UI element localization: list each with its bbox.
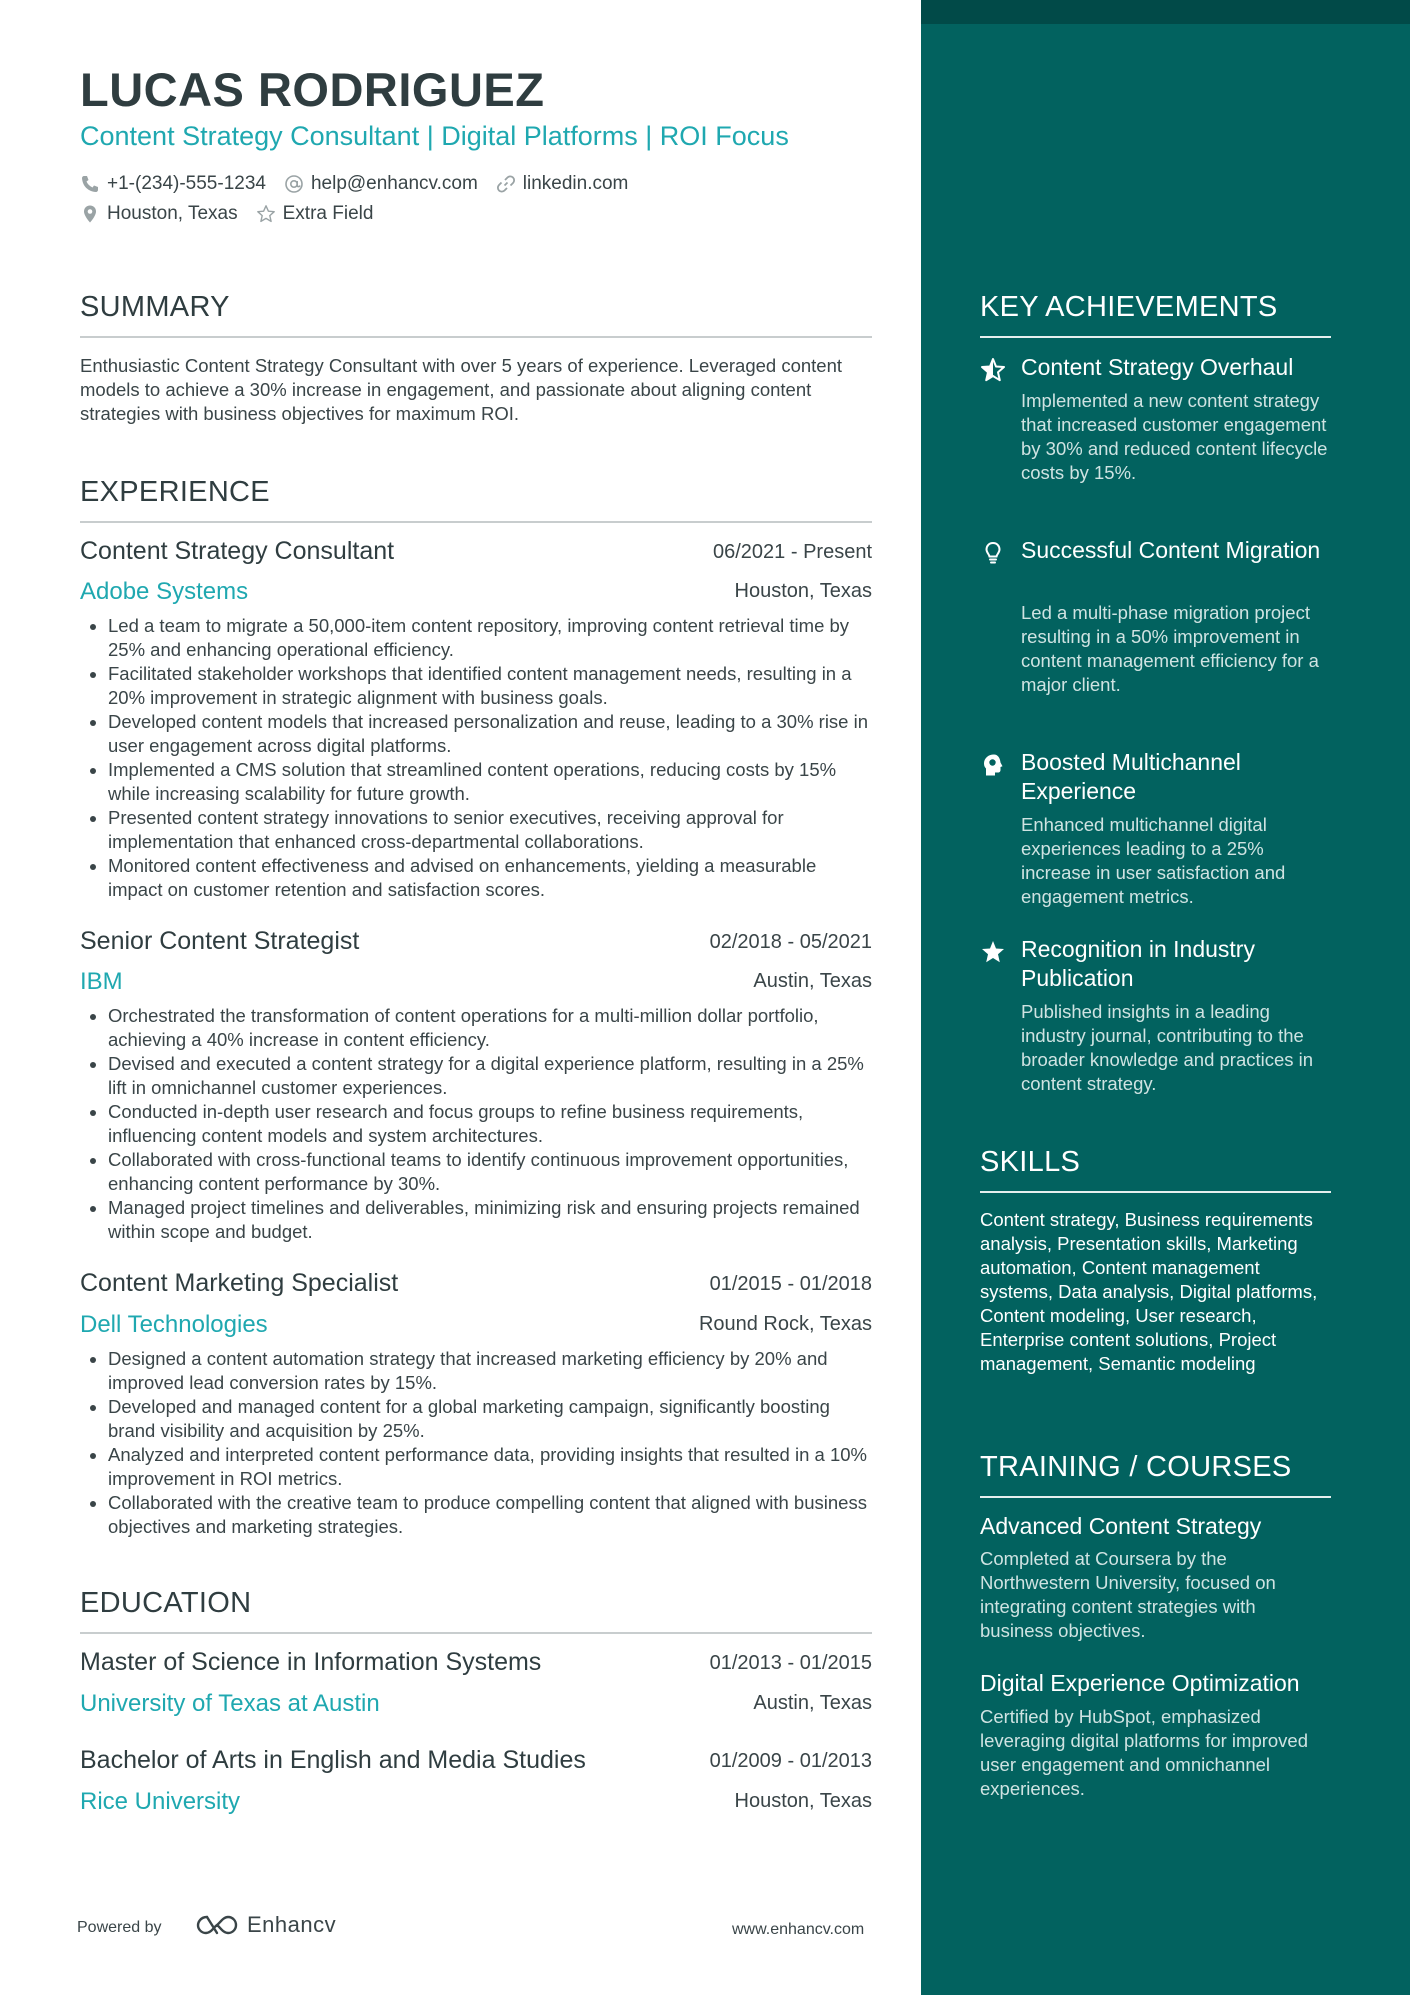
job-bullets — [80, 614, 872, 902]
candidate-name: LUCAS RODRIGUEZ — [80, 63, 545, 116]
job-company[interactable]: Dell Technologies — [80, 1311, 268, 1338]
achievement-title: Boosted Multichannel Experience — [1021, 749, 1241, 804]
job-date: 01/2015 - 01/2018 — [709, 1273, 872, 1295]
headline: Content Strategy Consultant | Digital Platforms | ROI Focus — [80, 121, 789, 151]
achievement-desc: Published insights in a leading industry journal, contributing to the broader knowledge and practices in content strategy. — [1021, 1001, 1314, 1094]
bullet-item: Devised and executed a content strategy for a digital experience platform, resulting in a 25% lift in omnichannel customer experiences. — [108, 1052, 872, 1100]
bullet-item: Monitored content effectiveness and advised on enhancements, yielding a measurable impact on customer retention and satisfaction scores. — [108, 854, 872, 902]
star-outline-icon — [256, 204, 276, 224]
bullet-item: Collaborated with the creative team to produce compelling content that aligned with business objectives and marketing strategies. — [108, 1491, 872, 1539]
job-title: Content Strategy Consultant — [80, 537, 395, 565]
bullet-item: Collaborated with cross-functional teams to identify continuous improvement opportunities, enhancing content performance by 30%. — [108, 1148, 872, 1196]
course-title: Advanced Content Strategy — [980, 1513, 1262, 1539]
job-title: Senior Content Strategist — [80, 927, 360, 955]
link-icon — [496, 174, 516, 194]
sidebar-top-band — [921, 0, 1410, 24]
degree-title: Bachelor of Arts in English and Media Studies — [80, 1746, 586, 1774]
contact-row-2 — [80, 203, 391, 225]
bullet-item: Developed content models that increased personalization and reuse, leading to a 30% rise in user engagement across digital platforms. — [108, 710, 872, 758]
experience-heading: EXPERIENCE — [80, 476, 872, 523]
school-location: Houston, Texas — [734, 1790, 872, 1812]
star-half-icon — [980, 357, 1006, 383]
achievement-title: Recognition in Industry Publication — [1021, 936, 1255, 991]
bullet-item: Led a team to migrate a 50,000-item content repository, improving content retrieval time by 25% and enhancing operational efficiency. — [108, 614, 872, 662]
head-idea-icon — [980, 752, 1006, 778]
enhancv-logo-icon — [195, 1913, 239, 1937]
contact-email[interactable] — [284, 173, 478, 195]
enhancv-logo[interactable] — [195, 1912, 336, 1938]
contact-extra — [256, 203, 374, 225]
location-text: Houston, Texas — [107, 203, 238, 224]
skills-heading: SKILLS — [980, 1146, 1331, 1193]
education-heading: EDUCATION — [80, 1587, 872, 1634]
bullet-item: Presented content strategy innovations to senior executives, receiving approval for implementation that enhanced cross-departmental collaborations. — [108, 806, 872, 854]
course-desc: Completed at Coursera by the Northwestern University, focused on integrating content strategies with business objectives. — [980, 1548, 1276, 1641]
bullet-item: Facilitated stakeholder workshops that identified content management needs, resulting in a 20% improvement in strategic alignment with business goals. — [108, 662, 872, 710]
job-bullets — [80, 1004, 872, 1244]
at-icon — [284, 174, 304, 194]
linkedin-text: linkedin.com — [522, 173, 629, 194]
phone-text: +1-(234)-555-1234 — [107, 173, 266, 194]
job-location: Round Rock, Texas — [698, 1313, 872, 1335]
achievement-title: Content Strategy Overhaul — [1021, 354, 1294, 380]
contact-location — [80, 203, 238, 225]
degree-date: 01/2009 - 01/2013 — [709, 1750, 872, 1772]
star-icon — [980, 939, 1006, 965]
achievement-title: Successful Content Migration — [1021, 537, 1321, 563]
phone-icon — [80, 174, 100, 194]
contact-phone[interactable] — [80, 173, 266, 195]
powered-by-label: Powered by — [77, 1919, 162, 1936]
bullet-item: Developed and managed content for a global marketing campaign, significantly boosting brand visibility and acquisition by 25%. — [108, 1395, 872, 1443]
job-bullets — [80, 1347, 872, 1539]
job-location: Houston, Texas — [734, 580, 872, 602]
job-title: Content Marketing Specialist — [80, 1269, 399, 1297]
course-title: Digital Experience Optimization — [980, 1670, 1300, 1696]
bullet-item: Designed a content automation strategy that increased marketing efficiency by 20% and improved lead conversion rates by 15%. — [108, 1347, 872, 1395]
job-date: 06/2021 - Present — [713, 541, 872, 563]
skills-text: Content strategy, Business requirements analysis, Presentation skills, Marketing automation, Content management systems, Data analysis, Digital platforms, Content modeling, User research, Enterprise content solutions, Project management, Semantic modeling — [980, 1209, 1318, 1374]
footer-url[interactable]: www.enhancv.com — [732, 1921, 865, 1938]
job-location: Austin, Texas — [753, 970, 872, 992]
achievements-heading: KEY ACHIEVEMENTS — [980, 291, 1331, 338]
email-text: help@enhancv.com — [310, 173, 478, 194]
summary-heading: SUMMARY — [80, 291, 872, 338]
sidebar — [921, 0, 1410, 1995]
job-company[interactable]: IBM — [80, 968, 123, 995]
achievement-desc: Implemented a new content strategy that increased customer engagement by 30% and reduced content lifecycle costs by 15%. — [1021, 390, 1328, 483]
extra-field-text: Extra Field — [282, 203, 374, 224]
school-name[interactable]: Rice University — [80, 1788, 241, 1815]
bullet-item: Orchestrated the transformation of content operations for a multi-million dollar portfolio, achieving a 40% increase in content efficiency. — [108, 1004, 872, 1052]
bullet-item: Conducted in-depth user research and focus groups to refine business requirements, influencing content models and system architectures. — [108, 1100, 872, 1148]
location-pin-icon — [80, 204, 100, 224]
school-name[interactable]: University of Texas at Austin — [80, 1690, 380, 1717]
bullet-item: Implemented a CMS solution that streamlined content operations, reducing costs by 15% while increasing scalability for future growth. — [108, 758, 872, 806]
lightbulb-icon — [980, 540, 1006, 566]
contact-linkedin[interactable] — [496, 173, 629, 195]
bullet-item: Analyzed and interpreted content performance data, providing insights that resulted in a 10% improvement in ROI metrics. — [108, 1443, 872, 1491]
degree-title: Master of Science in Information Systems — [80, 1648, 542, 1676]
training-heading: TRAINING / COURSES — [980, 1451, 1331, 1498]
course-desc: Certified by HubSpot, emphasized leveraging digital platforms for improved user engagement and omnichannel experiences. — [980, 1706, 1309, 1799]
degree-date: 01/2013 - 01/2015 — [709, 1652, 872, 1674]
job-company[interactable]: Adobe Systems — [80, 578, 249, 605]
achievement-desc: Led a multi-phase migration project resulting in a 50% improvement in content management efficiency for a major client. — [1021, 602, 1319, 695]
achievement-desc: Enhanced multichannel digital experiences leading to a 25% increase in user satisfaction and engagement metrics. — [1021, 814, 1286, 907]
bullet-item: Managed project timelines and deliverables, minimizing risk and ensuring projects remained within scope and budget. — [108, 1196, 872, 1244]
enhancv-logo-text: Enhancv — [247, 1912, 337, 1937]
job-date: 02/2018 - 05/2021 — [709, 931, 872, 953]
contact-row-1 — [80, 173, 646, 195]
school-location: Austin, Texas — [753, 1692, 872, 1714]
summary-text: Enthusiastic Content Strategy Consultant with over 5 years of experience. Leveraged content models to achieve a 30% increase in engagement, and passionate about aligning content strategies with business objectives for maximum ROI. — [80, 355, 843, 424]
